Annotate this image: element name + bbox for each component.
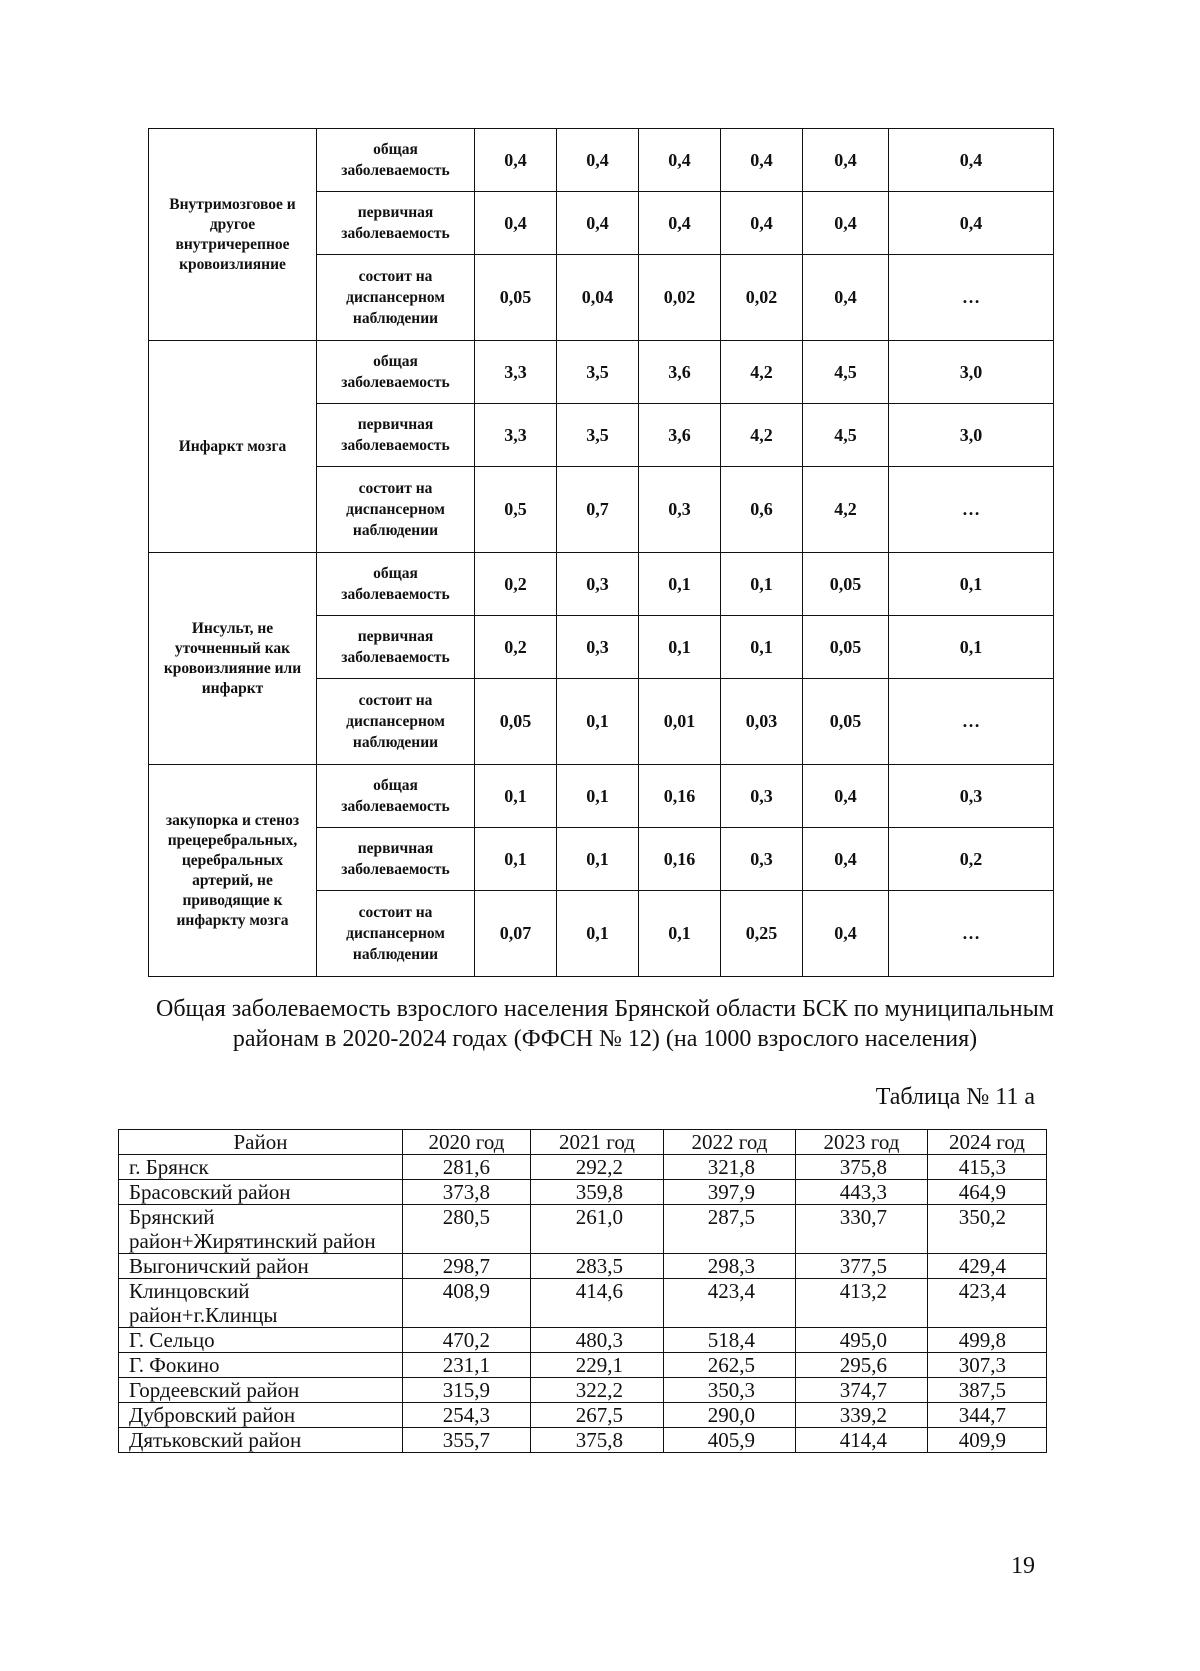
value-cell: 0,4 [803, 891, 889, 977]
value-cell: 3,6 [639, 341, 721, 404]
column-header: 2023 год [796, 1130, 928, 1155]
value-cell: 0,1 [557, 891, 639, 977]
value-cell: 0,3 [721, 828, 803, 891]
value-cell: 0,05 [803, 616, 889, 679]
value-cell: 3,5 [557, 341, 639, 404]
value-cell: 0,1 [721, 553, 803, 616]
value-cell: 0,05 [475, 679, 557, 765]
value-cell: 287,5 [664, 1205, 796, 1254]
value-cell: 254,3 [403, 1403, 531, 1428]
value-cell: 0,3 [721, 765, 803, 828]
value-cell: 0,4 [639, 192, 721, 255]
value-cell: 290,0 [664, 1403, 796, 1428]
value-cell: 0,4 [889, 129, 1054, 192]
indicator-cell: первичная заболеваемость [317, 404, 475, 467]
value-cell: 0,16 [639, 765, 721, 828]
value-cell: 0,4 [475, 129, 557, 192]
value-cell: 518,4 [664, 1328, 796, 1353]
value-cell: 0,2 [889, 828, 1054, 891]
value-cell: 414,6 [531, 1279, 664, 1328]
indicator-cell: первичная заболеваемость [317, 616, 475, 679]
disease-name-cell: Инфаркт мозга [149, 341, 317, 553]
value-cell: 415,3 [928, 1155, 1047, 1180]
value-cell: 0,4 [803, 765, 889, 828]
value-cell: 0,05 [475, 255, 557, 341]
value-cell: 3,5 [557, 404, 639, 467]
value-cell: 499,8 [928, 1328, 1047, 1353]
value-cell: 0,1 [557, 765, 639, 828]
value-cell: 0,3 [557, 616, 639, 679]
value-cell: 0,25 [721, 891, 803, 977]
district-name-cell: Выгоничский район [119, 1254, 403, 1279]
table-row [149, 765, 1054, 828]
indicator-cell: состоит на диспансерном наблюдении [317, 891, 475, 977]
value-cell: 322,2 [531, 1378, 664, 1403]
value-cell: 0,4 [803, 192, 889, 255]
disease-name-cell: закупорка и стеноз прецеребральных, церебральных артерий, не приводящие к инфаркту мозга [149, 765, 317, 977]
value-cell: … [889, 679, 1054, 765]
table-row [119, 1403, 1047, 1428]
indicator-cell: общая заболеваемость [317, 341, 475, 404]
value-cell: 0,4 [721, 192, 803, 255]
value-cell: 443,3 [796, 1180, 928, 1205]
value-cell: 4,2 [721, 404, 803, 467]
value-cell: 375,8 [531, 1428, 664, 1453]
value-cell: 330,7 [796, 1205, 928, 1254]
value-cell: 4,2 [803, 467, 889, 553]
value-cell: 315,9 [403, 1378, 531, 1403]
value-cell: 0,2 [475, 616, 557, 679]
value-cell: 414,4 [796, 1428, 928, 1453]
value-cell: 0,4 [803, 129, 889, 192]
column-header: Район [119, 1130, 403, 1155]
table-row [119, 1428, 1047, 1453]
table-row [149, 129, 1054, 192]
table-11a-title: Общая заболеваемость взрослого населения Брянской области БСК по муниципальным районам в 2020-2024 годах (ФФСН № 12) (на 1000 взрослого населения) [156, 996, 1054, 1052]
value-cell: 298,3 [664, 1254, 796, 1279]
value-cell: 3,6 [639, 404, 721, 467]
value-cell: 307,3 [928, 1353, 1047, 1378]
disease-name-cell: Инсульт, не уточненный как кровоизлияние или инфаркт [149, 553, 317, 765]
value-cell: 344,7 [928, 1403, 1047, 1428]
value-cell: 423,4 [664, 1279, 796, 1328]
column-header: 2022 год [664, 1130, 796, 1155]
indicator-cell: общая заболеваемость [317, 553, 475, 616]
table-row [119, 1254, 1047, 1279]
district-morbidity-table [118, 1129, 1047, 1453]
value-cell: 3,3 [475, 404, 557, 467]
value-cell: 0,3 [557, 553, 639, 616]
district-name-cell: Дятьковский район [119, 1428, 403, 1453]
value-cell: 397,9 [664, 1180, 796, 1205]
table-header-row [119, 1130, 1047, 1155]
value-cell: 0,05 [803, 553, 889, 616]
value-cell: 231,1 [403, 1353, 531, 1378]
table-row [119, 1279, 1047, 1328]
value-cell: 339,2 [796, 1403, 928, 1428]
indicator-cell: первичная заболеваемость [317, 192, 475, 255]
value-cell: 0,1 [889, 553, 1054, 616]
indicator-cell: состоит на диспансерном наблюдении [317, 255, 475, 341]
value-cell: … [889, 891, 1054, 977]
value-cell: 0,03 [721, 679, 803, 765]
page-number: 19 [1011, 1553, 1035, 1579]
district-name-cell: Клинцовский район+г.Клинцы [119, 1279, 403, 1328]
value-cell: 3,3 [475, 341, 557, 404]
table-row [149, 553, 1054, 616]
district-name-cell: Дубровский район [119, 1403, 403, 1428]
district-name-cell: Гордеевский район [119, 1378, 403, 1403]
column-header: 2021 год [531, 1130, 664, 1155]
table-number-label: Таблица № 11 а [875, 1084, 1035, 1110]
value-cell: 0,05 [803, 679, 889, 765]
value-cell: 292,2 [531, 1155, 664, 1180]
value-cell: 0,07 [475, 891, 557, 977]
district-name-cell: Г. Фокино [119, 1353, 403, 1378]
value-cell: 0,1 [639, 616, 721, 679]
district-name-cell: Г. Сельцо [119, 1328, 403, 1353]
value-cell: 4,5 [803, 404, 889, 467]
value-cell: 350,2 [928, 1205, 1047, 1254]
indicator-cell: общая заболеваемость [317, 129, 475, 192]
value-cell: 359,8 [531, 1180, 664, 1205]
value-cell: 0,3 [889, 765, 1054, 828]
value-cell: 298,7 [403, 1254, 531, 1279]
value-cell: 0,2 [475, 553, 557, 616]
value-cell: 0,4 [803, 828, 889, 891]
value-cell: 267,5 [531, 1403, 664, 1428]
value-cell: 281,6 [403, 1155, 531, 1180]
value-cell: 0,4 [639, 129, 721, 192]
district-name-cell: Брянский район+Жирятинский район [119, 1205, 403, 1254]
value-cell: … [889, 255, 1054, 341]
value-cell: 0,1 [475, 828, 557, 891]
value-cell: 355,7 [403, 1428, 531, 1453]
value-cell: 480,3 [531, 1328, 664, 1353]
value-cell: 0,5 [475, 467, 557, 553]
column-header: 2024 год [928, 1130, 1047, 1155]
column-header: 2020 год [403, 1130, 531, 1155]
value-cell: 0,6 [721, 467, 803, 553]
table-row [119, 1353, 1047, 1378]
district-name-cell: г. Брянск [119, 1155, 403, 1180]
indicator-cell: первичная заболеваемость [317, 828, 475, 891]
value-cell: 3,0 [889, 341, 1054, 404]
value-cell: 464,9 [928, 1180, 1047, 1205]
value-cell: 280,5 [403, 1205, 531, 1254]
indicator-cell: состоит на диспансерном наблюдении [317, 467, 475, 553]
value-cell: 229,1 [531, 1353, 664, 1378]
value-cell: 423,4 [928, 1279, 1047, 1328]
value-cell: 373,8 [403, 1180, 531, 1205]
value-cell: 0,4 [557, 129, 639, 192]
value-cell: 0,02 [721, 255, 803, 341]
value-cell: 0,1 [721, 616, 803, 679]
value-cell: 0,4 [803, 255, 889, 341]
value-cell: 0,3 [639, 467, 721, 553]
value-cell: 0,4 [721, 129, 803, 192]
value-cell: 295,6 [796, 1353, 928, 1378]
value-cell: 413,2 [796, 1279, 928, 1328]
value-cell: 0,1 [557, 828, 639, 891]
disease-name-cell: Внутримозговое и другое внутричерепное кровоизлияние [149, 129, 317, 341]
table-row [119, 1205, 1047, 1254]
value-cell: 262,5 [664, 1353, 796, 1378]
indicator-cell: общая заболеваемость [317, 765, 475, 828]
value-cell: 377,5 [796, 1254, 928, 1279]
value-cell: 405,9 [664, 1428, 796, 1453]
value-cell: 321,8 [664, 1155, 796, 1180]
bsk-disease-rates-table [148, 128, 1054, 977]
value-cell: 3,0 [889, 404, 1054, 467]
value-cell: 0,4 [557, 192, 639, 255]
value-cell: 0,01 [639, 679, 721, 765]
value-cell: 0,7 [557, 467, 639, 553]
value-cell: 0,16 [639, 828, 721, 891]
value-cell: 0,02 [639, 255, 721, 341]
value-cell: 0,1 [639, 891, 721, 977]
table-row [119, 1180, 1047, 1205]
value-cell: 0,1 [639, 553, 721, 616]
table-row [119, 1328, 1047, 1353]
value-cell: 261,0 [531, 1205, 664, 1254]
value-cell: 0,1 [889, 616, 1054, 679]
value-cell: 409,9 [928, 1428, 1047, 1453]
value-cell: 0,4 [889, 192, 1054, 255]
table-row [119, 1378, 1047, 1403]
value-cell: 350,3 [664, 1378, 796, 1403]
value-cell: 0,1 [557, 679, 639, 765]
value-cell: 0,1 [475, 765, 557, 828]
value-cell: 0,4 [475, 192, 557, 255]
value-cell: 408,9 [403, 1279, 531, 1328]
table-row [119, 1155, 1047, 1180]
value-cell: 283,5 [531, 1254, 664, 1279]
value-cell: 429,4 [928, 1254, 1047, 1279]
value-cell: 4,5 [803, 341, 889, 404]
value-cell: 4,2 [721, 341, 803, 404]
value-cell: 387,5 [928, 1378, 1047, 1403]
value-cell: … [889, 467, 1054, 553]
indicator-cell: состоит на диспансерном наблюдении [317, 679, 475, 765]
value-cell: 495,0 [796, 1328, 928, 1353]
district-name-cell: Брасовский район [119, 1180, 403, 1205]
value-cell: 374,7 [796, 1378, 928, 1403]
value-cell: 0,04 [557, 255, 639, 341]
value-cell: 375,8 [796, 1155, 928, 1180]
table-row [149, 341, 1054, 404]
value-cell: 470,2 [403, 1328, 531, 1353]
